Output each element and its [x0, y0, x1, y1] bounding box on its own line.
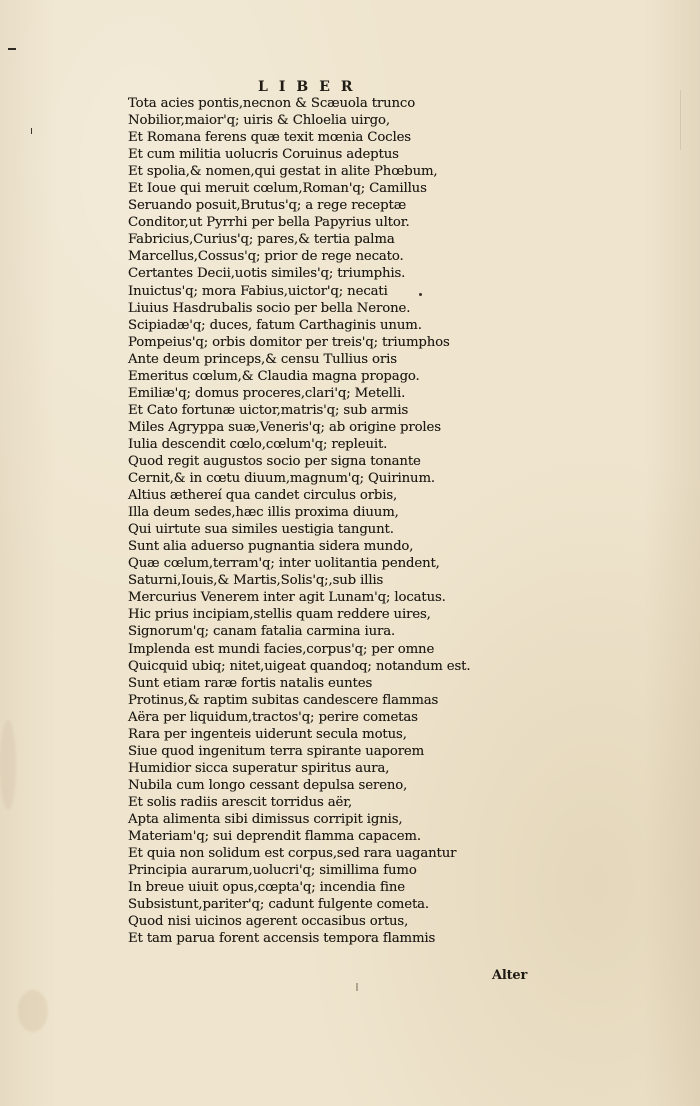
text-line: Materiam'q; sui deprendit flamma capacem. — [128, 829, 421, 845]
text-line: Implenda est mundi facies,corpus'q; per omne — [128, 641, 435, 657]
catchword: Alter — [492, 968, 528, 983]
text-line: In breue uiuit opus,cœpta'q; incendia fine — [128, 880, 405, 896]
text-line: Tota acies pontis,necnon & Scæuola trunco — [128, 96, 416, 111]
text-line: Et quia non solidum est corpus,sed rara uagantur — [128, 846, 457, 862]
text-line: Emeritus cœlum,& Claudia magna propago. — [128, 368, 420, 384]
text-line: Ante deum princeps,& censu Tullius oris — [128, 351, 397, 367]
text-line: Quod regit augustos socio per signa tonante — [128, 453, 421, 469]
text-line: Nubila cum longo cessant depulsa sereno, — [128, 777, 408, 793]
text-line: Certantes Decii,uotis similes'q; triumphis. — [128, 266, 406, 282]
paper-stain — [18, 990, 48, 1032]
poem-text — [128, 95, 488, 947]
paper-stain — [0, 720, 16, 810]
text-line: Saturni,Iouis,& Martis,Solis'q;,sub illis — [128, 573, 384, 589]
text-line: Rara per ingenteis uiderunt secula motus, — [128, 726, 407, 742]
text-line: Nobilior,maior'q; uiris & Chloelia uirgo, — [128, 113, 390, 129]
text-line: Qui uirtute sua similes uestigia tangunt. — [128, 522, 394, 538]
text-line: Et Romana ferens quæ texit mœnia Cocles — [128, 130, 411, 146]
text-line: Altius æthereí qua candet circulus orbis, — [128, 488, 398, 504]
text-line: Conditor,ut Pyrrhi per bella Papyrius ultor. — [128, 215, 410, 231]
text-line: Fabricius,Curius'q; pares,& tertia palma — [128, 232, 395, 248]
text-line: Emiliæ'q; domus proceres,clari'q; Metelli. — [128, 385, 406, 401]
text-line: Et tam parua forent accensis tempora flammis — [128, 931, 436, 947]
text-line: Quæ cœlum,terram'q; inter uolitantia pendent, — [128, 556, 440, 572]
text-line: Quicquid ubiq; nitet,uigeat quandoq; notandum est. — [128, 658, 471, 674]
text-line: Sunt etiam raræ fortis natalis euntes — [128, 675, 373, 691]
ink-mark — [31, 128, 32, 134]
text-line: Signorum'q; canam fatalia carmina iura. — [128, 624, 396, 640]
text-line: Pompeius'q; orbis domitor per treis'q; triumphos — [128, 334, 450, 350]
text-line: Et solis radiis arescit torridus aër, — [128, 794, 353, 810]
text-line: Hic prius incipiam,stellis quam reddere uires, — [128, 607, 431, 623]
text-line: Illa deum sedes,hæc illis proxima diuum, — [128, 505, 399, 521]
bleed-through-marks — [286, 979, 382, 987]
text-line: Et spolia,& nomen,qui gestat in alite Phœbum, — [128, 164, 438, 180]
text-line: Protinus,& raptim subitas candescere flammas — [128, 692, 439, 708]
text-line: Et Cato fortunæ uictor,matris'q; sub armis — [128, 402, 409, 418]
text-line: Iulia descendit cœlo,cœlum'q; repleuit. — [128, 436, 388, 452]
text-line: Cernit,& in cœtu diuum,magnum'q; Quirinum. — [128, 471, 435, 487]
text-line: Subsistunt,pariter'q; cadunt fulgente cometa. — [128, 897, 430, 913]
text-line: Miles Agryppa suæ,Veneris'q; ab origine proles — [128, 419, 441, 435]
ink-mark — [8, 48, 16, 50]
text-line: Inuictus'q; mora Fabius,uictor'q; necati — [128, 283, 388, 299]
text-line: Et Ioue qui meruit cœlum,Roman'q; Camillus — [128, 181, 427, 197]
text-line: Humidior sicca superatur spiritus aura, — [128, 760, 390, 776]
text-line: Aëra per liquidum,tractos'q; perire cometas — [128, 709, 418, 725]
text-line: Quod nisi uicinos agerent occasibus ortus, — [128, 914, 409, 930]
text-line: Scipiadæ'q; duces, fatum Carthaginis unum. — [128, 317, 422, 333]
text-line: Apta alimenta sibi dimissus corripit ignis, — [128, 811, 403, 827]
page-header: LIBER — [258, 79, 364, 95]
text-line: Principia aurarum,uolucri'q; simillima fumo — [128, 863, 417, 879]
text-line: Marcellus,Cossus'q; prior de rege necato. — [128, 249, 404, 265]
text-line: Et cum militia uolucris Coruinus adeptus — [128, 147, 399, 163]
text-line: Liuius Hasdrubalis socio per bella Nerone. — [128, 300, 411, 316]
text-line: Mercurius Venerem inter agit Lunam'q; locatus. — [128, 590, 446, 606]
text-line: Sunt alia aduerso pugnantia sidera mundo, — [128, 539, 414, 555]
bleed-through-marks — [680, 90, 697, 150]
text-line: Siue quod ingenitum terra spirante uaporem — [128, 743, 425, 759]
text-line: Seruando posuit,Brutus'q; a rege receptæ — [128, 198, 407, 214]
